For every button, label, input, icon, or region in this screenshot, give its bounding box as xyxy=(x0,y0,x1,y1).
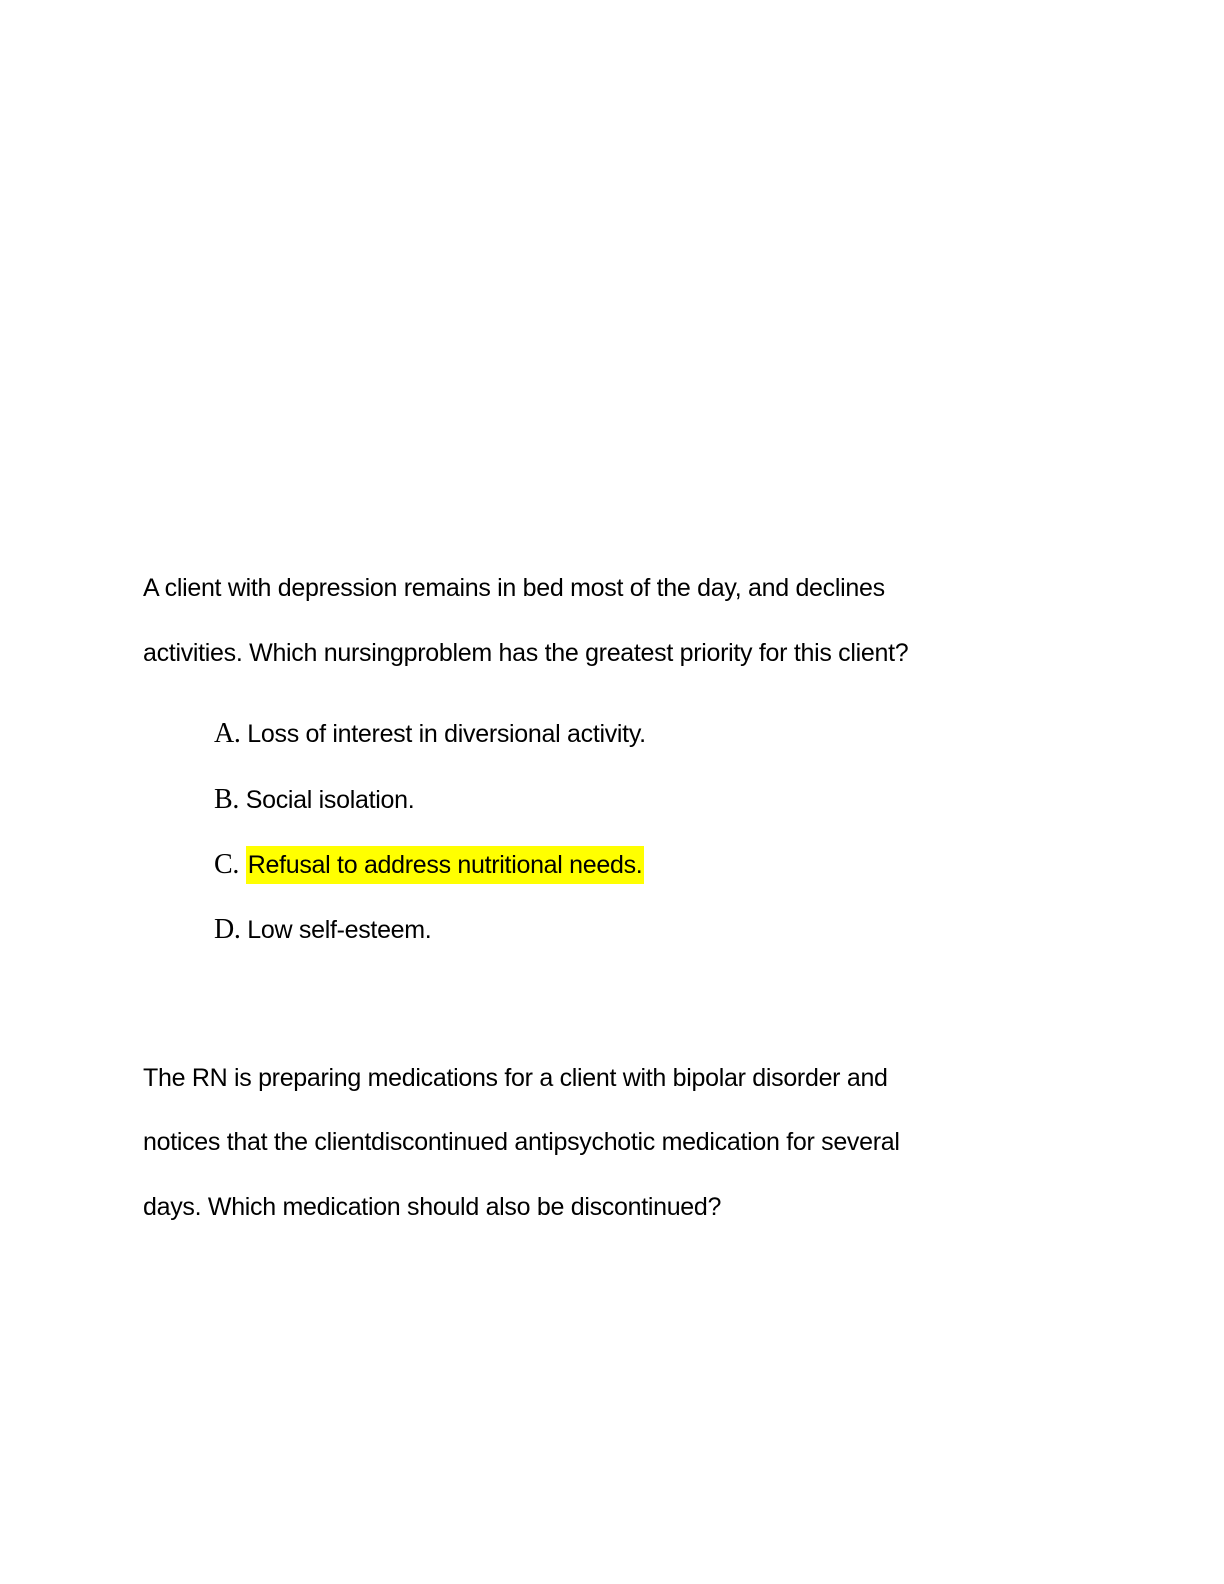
option-c-letter: C. xyxy=(214,849,240,880)
question2-line-1: The RN is preparing medications for a client with bipolar disorder and xyxy=(143,1064,888,1092)
option-b-text: Social isolation. xyxy=(245,786,415,814)
question1-line-2: activities. Which nursingproblem has the greatest priority for this client? xyxy=(143,639,909,667)
option-d-text: Low self-esteem. xyxy=(247,916,432,944)
question2-line-3: days. Which medication should also be discontinued? xyxy=(143,1193,722,1221)
option-b xyxy=(214,785,414,815)
question1-line-1: A client with depression remains in bed most of the day, and declines xyxy=(143,574,885,602)
option-d-letter: D. xyxy=(214,914,241,945)
option-a-text: Loss of interest in diversional activity. xyxy=(247,720,646,748)
option-c-text-highlighted: Refusal to address nutritional needs. xyxy=(246,846,645,884)
option-a-letter: A. xyxy=(214,718,241,749)
question2-line-2: notices that the clientdiscontinued antipsychotic medication for several xyxy=(143,1128,900,1156)
option-d xyxy=(214,915,431,945)
option-a xyxy=(214,719,646,749)
option-b-letter: B. xyxy=(214,784,240,815)
option-c xyxy=(214,850,644,880)
